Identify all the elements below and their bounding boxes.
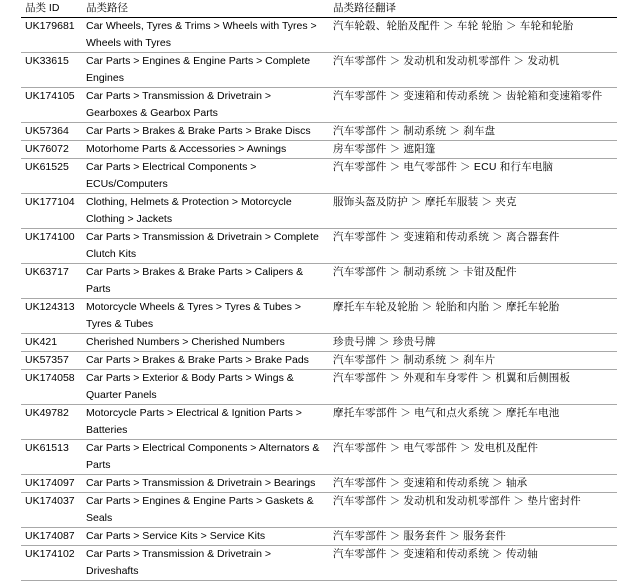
- category-table: [21, 0, 617, 581]
- cell-translation: 汽车零部件 ＞ 外观和车身零件 ＞ 机翼和后侧围板: [329, 370, 617, 405]
- cell-translation: 汽车零部件 ＞ 电气零部件 ＞ 发电机及配件: [329, 440, 617, 475]
- cell-path: Car Parts > Electrical Components > Alternators & Parts: [82, 440, 329, 475]
- cell-id: UK49782: [21, 405, 82, 440]
- cell-id: UK421: [21, 334, 82, 352]
- table-row: [21, 299, 617, 334]
- cell-path: Car Parts > Engines & Engine Parts > Complete Engines: [82, 53, 329, 88]
- table-row: [21, 475, 617, 493]
- cell-path: Cherished Numbers > Cherished Numbers: [82, 334, 329, 352]
- cell-path: Car Parts > Transmission & Drivetrain > Gearboxes & Gearbox Parts: [82, 88, 329, 123]
- cell-id: UK76072: [21, 141, 82, 159]
- cell-id: UK174037: [21, 493, 82, 528]
- cell-translation: 汽车轮毂、轮胎及配件 ＞ 车轮 轮胎 ＞ 车轮和轮胎: [329, 18, 617, 53]
- category-table-container: [21, 0, 617, 581]
- cell-path: Car Parts > Electrical Components > ECUs/Computers: [82, 159, 329, 194]
- cell-translation: 汽车零部件 ＞ 变速箱和传动系统 ＞ 传动轴: [329, 546, 617, 581]
- cell-translation: 汽车零部件 ＞ 变速箱和传动系统 ＞ 齿轮箱和变速箱零件: [329, 88, 617, 123]
- table-row: [21, 123, 617, 141]
- table-row: [21, 141, 617, 159]
- cell-id: UK33615: [21, 53, 82, 88]
- table-row: [21, 159, 617, 194]
- cell-translation: 房车零部件 ＞ 遮阳篷: [329, 141, 617, 159]
- table-header-row: [21, 0, 617, 18]
- cell-translation: 汽车零部件 ＞ 电气零部件 ＞ ECU 和行车电脑: [329, 159, 617, 194]
- cell-id: UK124313: [21, 299, 82, 334]
- cell-translation: 汽车零部件 ＞ 变速箱和传动系统 ＞ 离合器套件: [329, 229, 617, 264]
- cell-id: UK174100: [21, 229, 82, 264]
- cell-translation: 摩托车零部件 ＞ 电气和点火系统 ＞ 摩托车电池: [329, 405, 617, 440]
- cell-path: Car Parts > Engines & Engine Parts > Gaskets & Seals: [82, 493, 329, 528]
- cell-path: Car Wheels, Tyres & Trims > Wheels with Tyres > Wheels with Tyres: [82, 18, 329, 53]
- header-category-translation: 品类路径翻译: [329, 0, 617, 18]
- cell-id: UK57364: [21, 123, 82, 141]
- table-row: [21, 352, 617, 370]
- cell-translation: 汽车零部件 ＞ 发动机和发动机零部件 ＞ 发动机: [329, 53, 617, 88]
- cell-path: Motorhome Parts & Accessories > Awnings: [82, 141, 329, 159]
- table-row: [21, 18, 617, 53]
- cell-id: UK61513: [21, 440, 82, 475]
- table-row: [21, 546, 617, 581]
- cell-path: Car Parts > Brakes & Brake Parts > Brake Pads: [82, 352, 329, 370]
- cell-id: UK174102: [21, 546, 82, 581]
- cell-translation: 服饰头盔及防护 ＞ 摩托车服装 ＞ 夹克: [329, 194, 617, 229]
- cell-translation: 汽车零部件 ＞ 制动系统 ＞ 刹车盘: [329, 123, 617, 141]
- cell-path: Car Parts > Brakes & Brake Parts > Calipers & Parts: [82, 264, 329, 299]
- header-category-path: 品类路径: [82, 0, 329, 18]
- cell-path: Car Parts > Transmission & Drivetrain > Bearings: [82, 475, 329, 493]
- cell-path: Car Parts > Service Kits > Service Kits: [82, 528, 329, 546]
- cell-path: Clothing, Helmets & Protection > Motorcycle Clothing > Jackets: [82, 194, 329, 229]
- cell-id: UK174105: [21, 88, 82, 123]
- cell-id: UK61525: [21, 159, 82, 194]
- cell-id: UK57357: [21, 352, 82, 370]
- table-row: [21, 528, 617, 546]
- cell-translation: 汽车零部件 ＞ 制动系统 ＞ 刹车片: [329, 352, 617, 370]
- cell-translation: 摩托车车轮及轮胎 ＞ 轮胎和内胎 ＞ 摩托车轮胎: [329, 299, 617, 334]
- table-row: [21, 493, 617, 528]
- table-row: [21, 194, 617, 229]
- table-row: [21, 440, 617, 475]
- cell-path: Car Parts > Transmission & Drivetrain > Complete Clutch Kits: [82, 229, 329, 264]
- cell-id: UK174087: [21, 528, 82, 546]
- cell-translation: 汽车零部件 ＞ 发动机和发动机零部件 ＞ 垫片密封件: [329, 493, 617, 528]
- cell-path: Motorcycle Parts > Electrical & Ignition Parts > Batteries: [82, 405, 329, 440]
- table-row: [21, 53, 617, 88]
- table-row: [21, 370, 617, 405]
- cell-id: UK177104: [21, 194, 82, 229]
- cell-translation: 汽车零部件 ＞ 制动系统 ＞ 卡钳及配件: [329, 264, 617, 299]
- cell-id: UK63717: [21, 264, 82, 299]
- cell-translation: 汽车零部件 ＞ 变速箱和传动系统 ＞ 轴承: [329, 475, 617, 493]
- table-row: [21, 334, 617, 352]
- cell-path: Car Parts > Transmission & Drivetrain > Driveshafts: [82, 546, 329, 581]
- table-row: [21, 88, 617, 123]
- cell-path: Motorcycle Wheels & Tyres > Tyres & Tubes > Tyres & Tubes: [82, 299, 329, 334]
- table-body: [21, 18, 617, 581]
- cell-path: Car Parts > Brakes & Brake Parts > Brake Discs: [82, 123, 329, 141]
- cell-id: UK179681: [21, 18, 82, 53]
- cell-path: Car Parts > Exterior & Body Parts > Wings & Quarter Panels: [82, 370, 329, 405]
- cell-translation: 汽车零部件 ＞ 服务套件 ＞ 服务套件: [329, 528, 617, 546]
- cell-translation: 珍贵号牌 ＞ 珍贵号牌: [329, 334, 617, 352]
- table-row: [21, 264, 617, 299]
- table-row: [21, 229, 617, 264]
- cell-id: UK174097: [21, 475, 82, 493]
- cell-id: UK174058: [21, 370, 82, 405]
- table-row: [21, 405, 617, 440]
- header-category-id: 品类 ID: [21, 0, 82, 18]
